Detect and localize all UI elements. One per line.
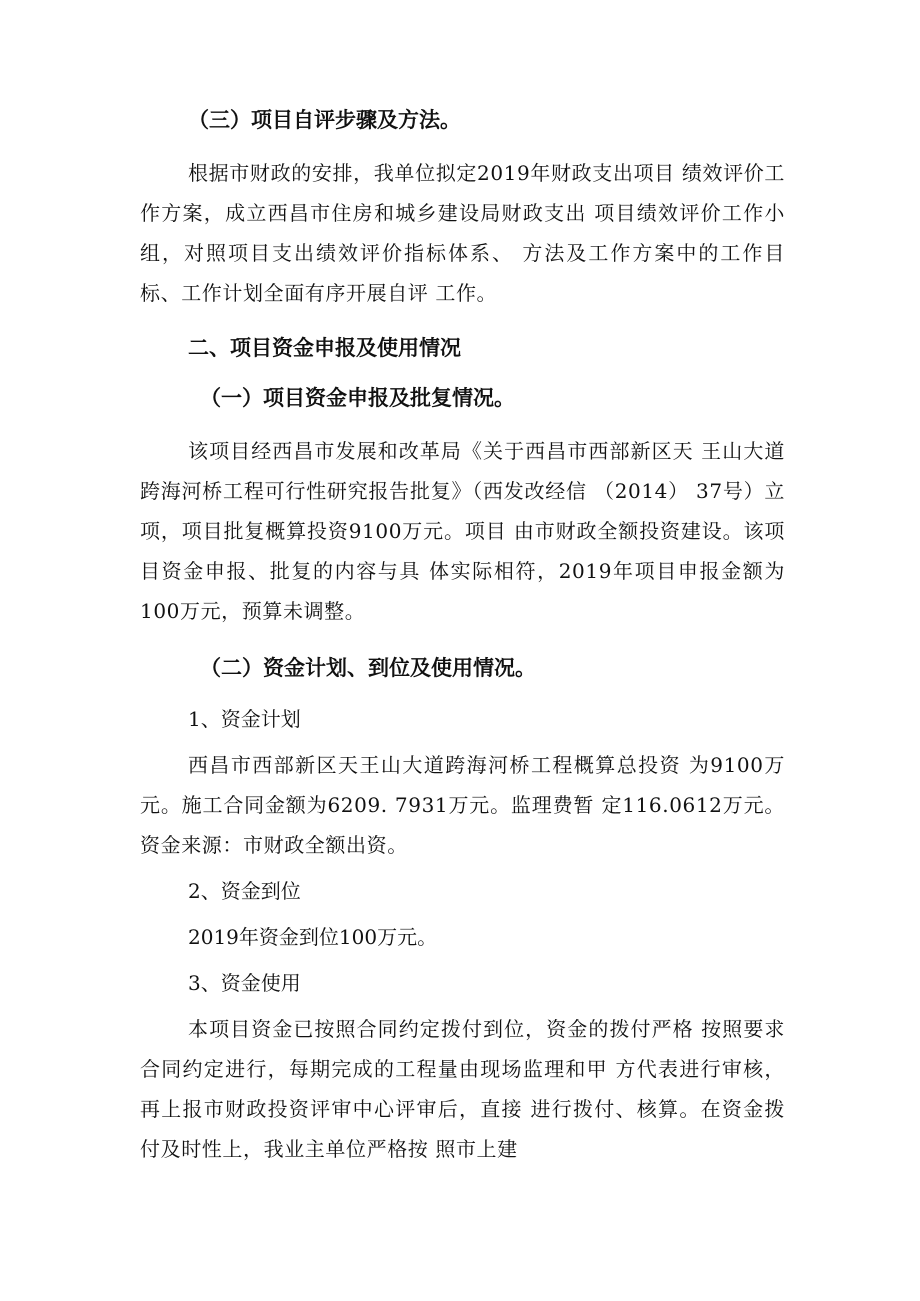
- item3-paragraph: 本项目资金已按照合同约定拨付到位，资金的拨付严格 按照要求合同约定进行，每期完成的工程量由现场监理和甲 方代表进行审核，再上报市财政投资评审中心评审后，直接 进行拨付、核算。在资金拨付及时性上，我业主单位严格按 照市上建: [140, 1017, 785, 1161]
- part2-heading: 二、项目资金申报及使用情况: [188, 335, 461, 360]
- item3-heading: 3、资金使用: [188, 971, 301, 995]
- document-body: [140, 105, 785, 1169]
- item1-heading: 1、资金计划: [188, 707, 301, 731]
- item2-paragraph: 2019年资金到位100万元。: [188, 925, 438, 949]
- item1-paragraph: 西昌市西部新区天王山大道跨海河桥工程概算总投资 为9100万元。施工合同金额为6209. 7931万元。监理费暂 定116.0612万元。资金来源：市财政全额出资。: [140, 753, 785, 857]
- sub2-heading: （二）资金计划、到位及使用情况。: [200, 655, 536, 680]
- section3-paragraph: 根据市财政的安排，我单位拟定2019年财政支出项目 绩效评价工作方案，成立西昌市住房和城乡建设局财政支出 项目绩效评价工作小组，对照项目支出绩效评价指标体系、 方法及工作方案中的工作目标、工作计划全面有序开展自评 工作。: [140, 161, 785, 305]
- sub1-paragraph: 该项目经西昌市发展和改革局《关于西昌市西部新区天 王山大道跨海河桥工程可行性研究报告批复》（西发改经信 （2014） 37号）立项，项目批复概算投资9100万元。项目 由市财政全额投资建设。该项目资金申报、批复的内容与具 体实际相符，2019年项目申报金额为100万元，预算未调整。: [140, 439, 785, 623]
- section3-heading: （三）项目自评步骤及方法。: [188, 107, 461, 132]
- item2-heading: 2、资金到位: [188, 879, 301, 903]
- sub1-heading: （一）项目资金申报及批复情况。: [200, 385, 515, 410]
